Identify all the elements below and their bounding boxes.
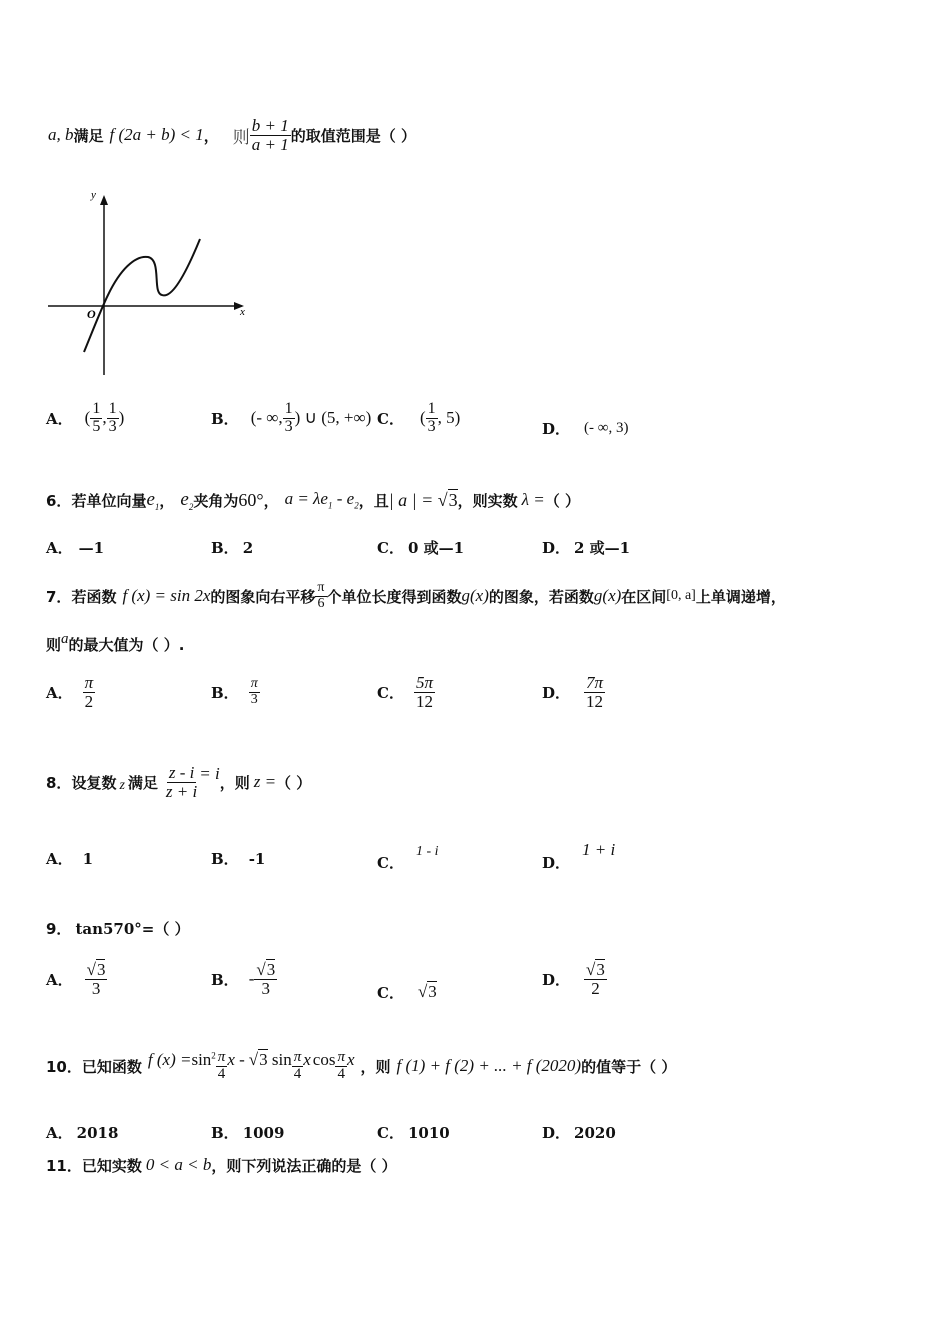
q5-condition: f (2a + b) < 1	[109, 125, 204, 144]
q10-option-a[interactable]: A． 2018	[46, 1123, 119, 1142]
q5-fraction: $\frac{b + 1}{a + 1}$	[251, 115, 289, 154]
q9-option-d[interactable]: D． $\frac{√3}{2}$	[542, 959, 605, 998]
q11-stem: 11． 已知实数 0 < a < b ，则下列说法正确的是（ ）	[46, 1155, 397, 1175]
q6-option-b[interactable]: B． 2	[211, 538, 254, 557]
y-axis-arrow	[100, 195, 108, 205]
q5-ze: 则	[232, 127, 250, 147]
q5-vars: a, b	[48, 125, 74, 144]
q10-option-d[interactable]: D． 2020	[542, 1123, 616, 1142]
q7-option-a[interactable]: A． $\frac{\pi}{2}$	[46, 672, 94, 711]
y-label: y	[91, 189, 96, 201]
q5-graph	[40, 185, 255, 380]
q5-option-b[interactable]: B． (- ∞, $\frac{1}{3}$ ) ∪ (5, +∞)	[211, 399, 372, 435]
q9-option-b[interactable]: B． - $\frac{√3}{3}$	[211, 959, 276, 998]
q7-option-c[interactable]: C． $\frac{5\pi}{12}$	[377, 672, 433, 711]
q8-option-d[interactable]: D． 1 + i	[542, 840, 616, 872]
function-curve	[84, 239, 200, 352]
x-label: x	[240, 306, 245, 318]
q8-option-a[interactable]: A． 1	[46, 849, 94, 868]
q6-stem: 6． 若单位向量 $e_1$ ， $e_2$ 夹角为 60° ， $a = \lambda e_1 - e_2$ ，且 | a | = √3 ，则实数 λ = （ ）	[46, 488, 580, 512]
q7-option-d[interactable]: D． $\frac{7\pi}{12}$	[542, 672, 604, 711]
q5-stem: a, b 满足 f (2a + b) < 1 ， 则 $\frac{b + 1}{a + 1}$ 的取值范围是（ ）	[48, 115, 416, 154]
q8-option-b[interactable]: B． -1	[211, 849, 266, 868]
q6-option-c[interactable]: C． 0 或—1	[377, 539, 465, 557]
q8-stem: 8． 设复数 z 满足 $\frac{z - i}{z + i}$ = i ，则 z = （ ）	[46, 762, 312, 801]
q5-text-end: 的取值范围是（ ）	[290, 126, 416, 145]
q10-option-b[interactable]: B． 1009	[211, 1123, 285, 1142]
q6-option-a[interactable]: A． —1	[46, 538, 105, 557]
q7-stem-line2: 则 a 的最大值为（ ）.	[46, 630, 185, 654]
q9-option-c[interactable]: C． √3	[377, 982, 437, 1002]
q7-option-b[interactable]: B． $\frac{\pi}{3}$	[211, 675, 258, 707]
q5-option-a[interactable]: A． ( $\frac{1}{5}$ , $\frac{1}{3}$ )	[46, 399, 125, 435]
q10-stem: 10． 已知函数 f (x) = $\sin^2$ $\frac{\pi}{4}$ x - √3 sin $\frac{\pi}{4}$ x cos $\frac{\pi}{4}$ x ，则 f (1) + f (2) + ... + f (2020) 的值等于（ ）	[46, 1048, 677, 1082]
q6-option-d[interactable]: D． 2 或—1	[542, 539, 631, 557]
q9-option-a[interactable]: A． $\frac{√3}{3}$	[46, 959, 106, 998]
q5-option-d[interactable]: D． (- ∞, 3)	[542, 419, 629, 438]
q5-text: 满足	[73, 126, 104, 145]
q7-stem-line1: 7． 若函数 f (x) = sin 2x 的图象向右平移 $\frac{\pi}{6}$ 个单位长度得到函数 g(x) 的图象，若函数 g(x) 在区间 [0, a] 上单调递增，	[46, 579, 786, 611]
q9-stem: 9． tan570°=（ ）	[46, 920, 190, 938]
origin-label: O	[87, 307, 96, 321]
q5-option-c[interactable]: C． ( $\frac{1}{3}$ , 5)	[377, 399, 461, 435]
q10-option-c[interactable]: C． 1010	[377, 1123, 450, 1142]
q8-option-c[interactable]: C． 1 - i	[377, 844, 439, 872]
